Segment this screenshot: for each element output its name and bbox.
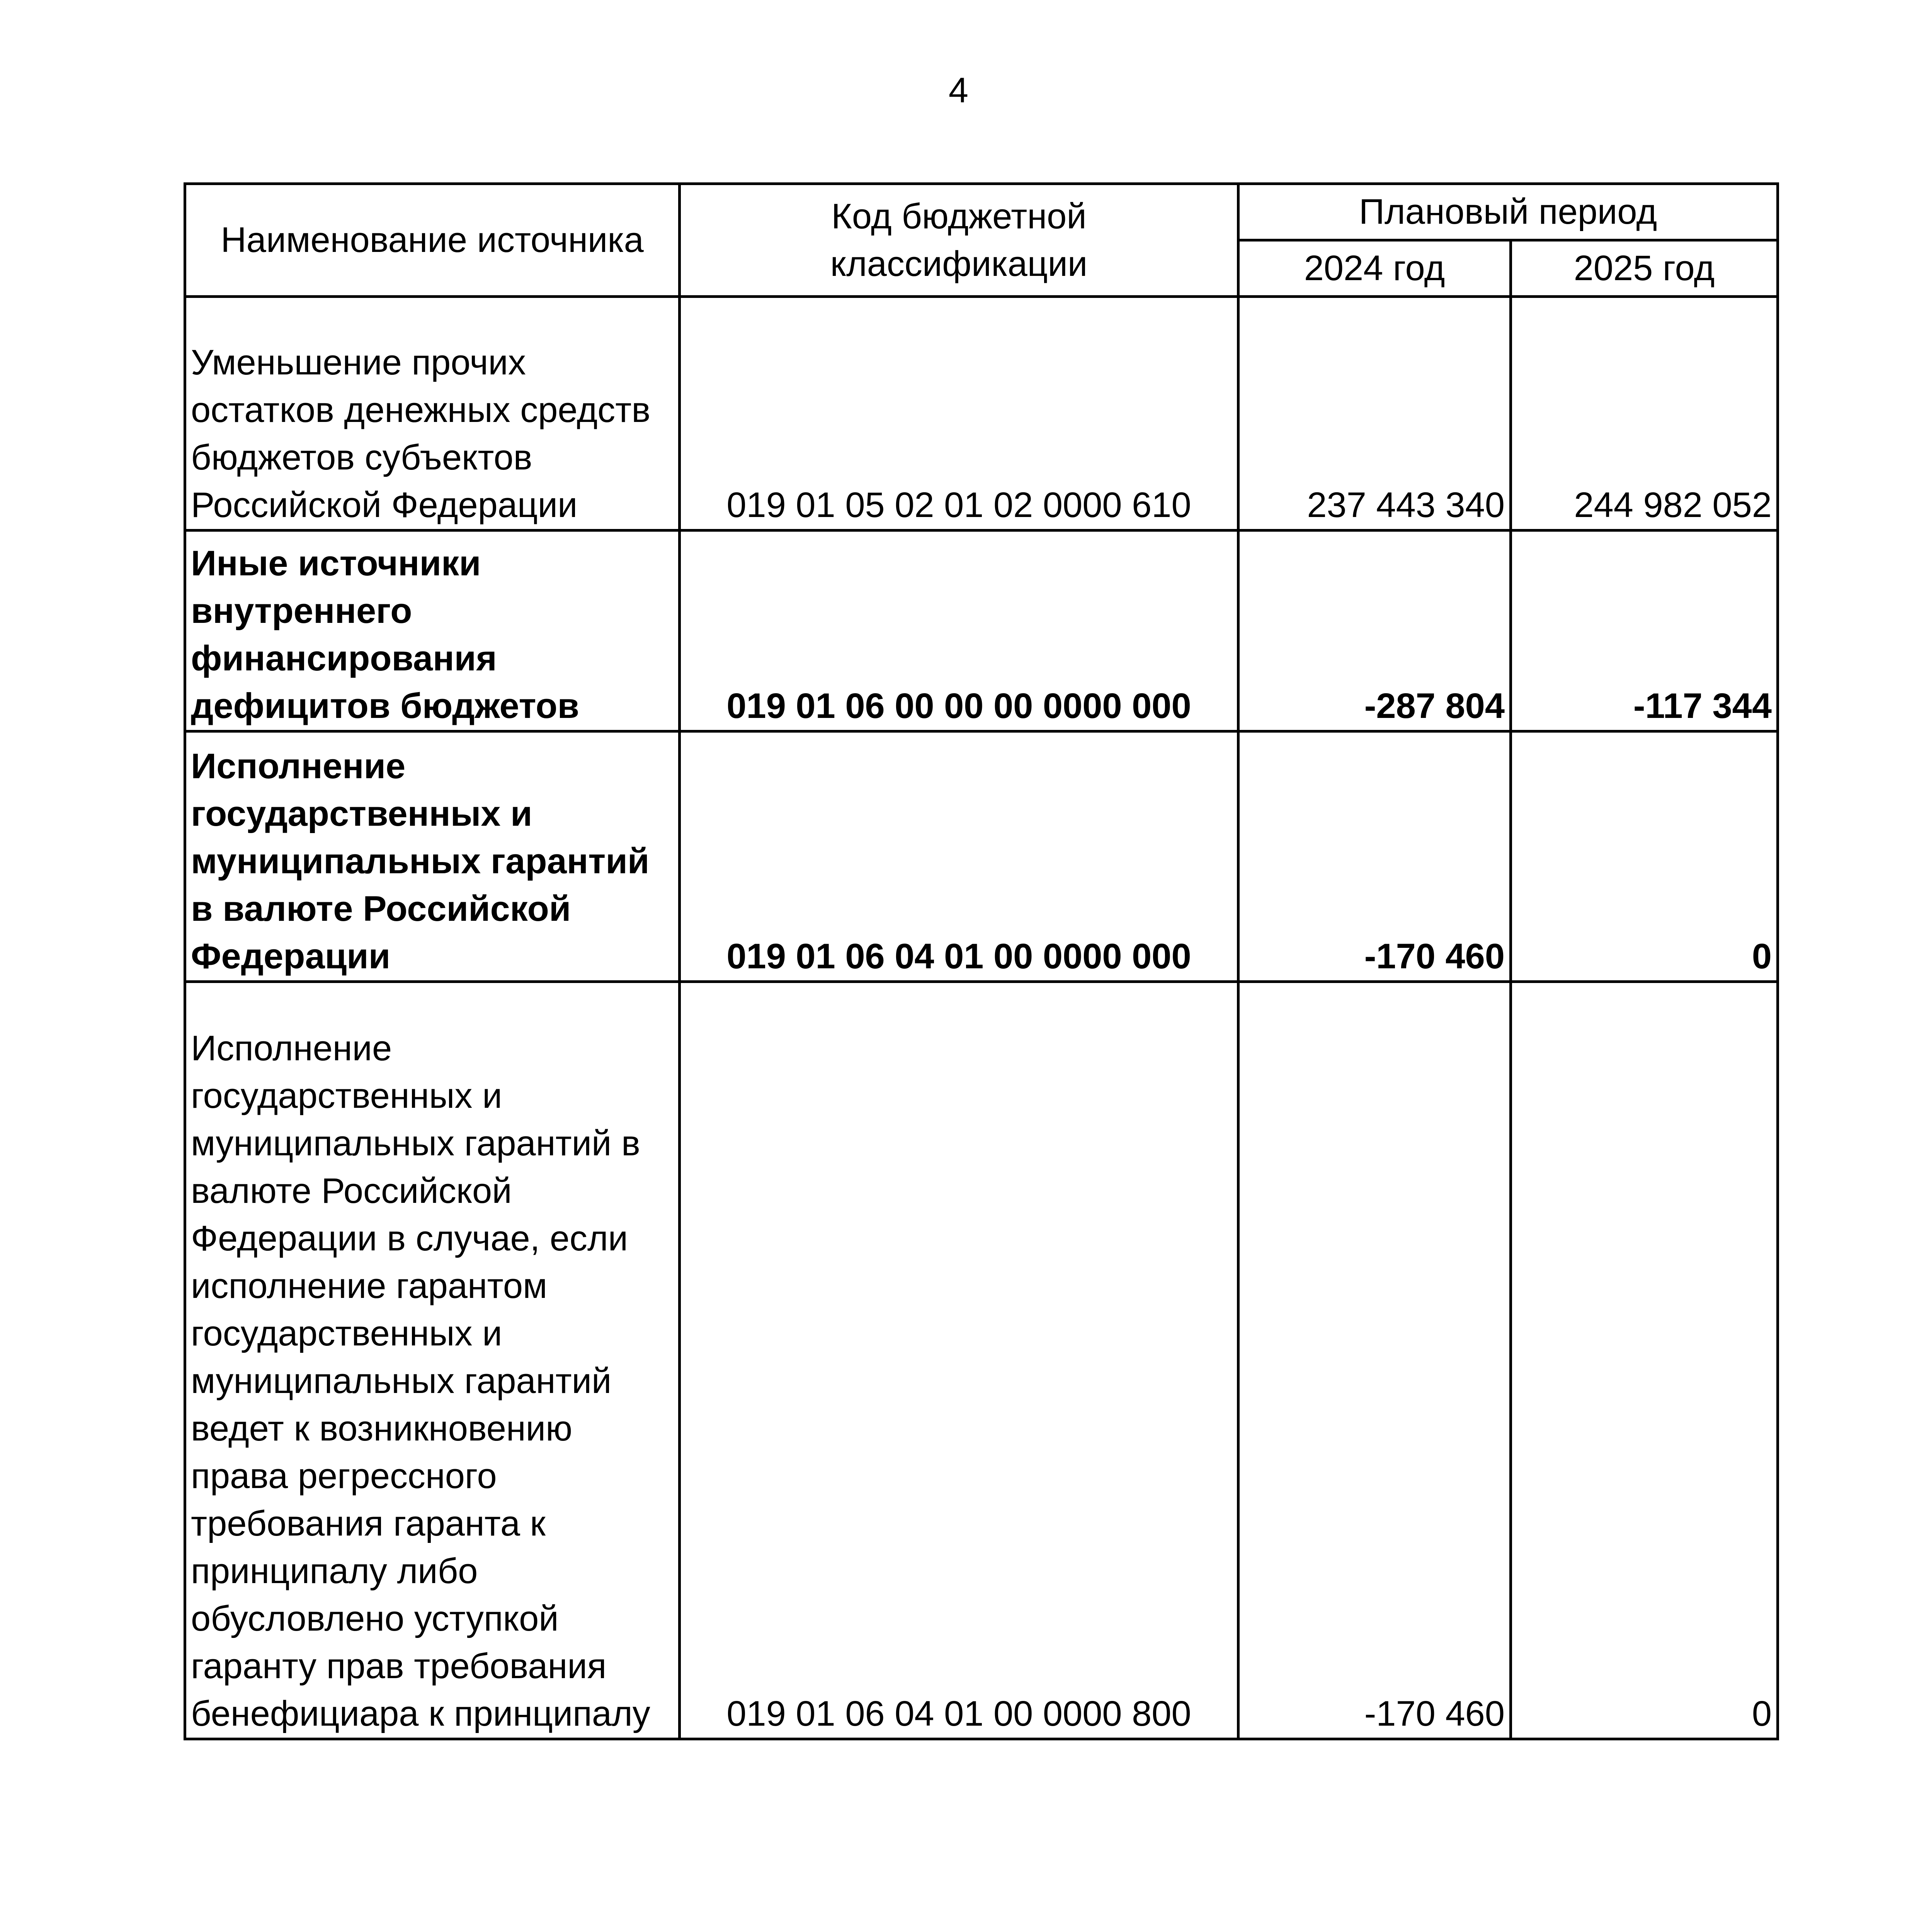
row-value-2024: -170 460 xyxy=(1238,982,1511,1739)
table-row xyxy=(185,531,1778,731)
header-year-2025: 2025 год xyxy=(1511,240,1778,297)
row-value-2024: 237 443 340 xyxy=(1238,297,1511,531)
row-value-2024: -287 804 xyxy=(1238,531,1511,731)
row-value-2024: -170 460 xyxy=(1238,731,1511,982)
table-row xyxy=(185,297,1778,531)
row-code: 019 01 05 02 01 02 0000 610 xyxy=(680,297,1238,531)
header-period: Плановый период xyxy=(1238,184,1778,240)
header-row xyxy=(185,184,1778,240)
row-value-2025: -117 344 xyxy=(1511,531,1778,731)
row-value-2025: 0 xyxy=(1511,731,1778,982)
budget-sources-table xyxy=(184,182,1779,1740)
row-value-2025: 0 xyxy=(1511,982,1778,1739)
header-year-2024: 2024 год xyxy=(1238,240,1511,297)
table-row xyxy=(185,731,1778,982)
page-number: 4 xyxy=(948,71,969,110)
row-value-2025: 244 982 052 xyxy=(1511,297,1778,531)
row-code: 019 01 06 04 01 00 0000 000 xyxy=(680,731,1238,982)
row-name: Исполнение государственных и муниципальных гарантий в валюте Российской Федерации xyxy=(185,731,680,982)
header-code: Код бюджетной классификации xyxy=(680,184,1238,297)
row-code: 019 01 06 04 01 00 0000 800 xyxy=(680,982,1238,1739)
header-name: Наименование источника xyxy=(185,184,680,297)
row-name: Уменьшение прочих остатков денежных средств бюджетов субъектов Российской Федерации xyxy=(185,297,680,531)
row-code: 019 01 06 00 00 00 0000 000 xyxy=(680,531,1238,731)
row-name: Исполнение государственных и муниципальных гарантий в валюте Российской Федерации в случае, если исполнение гарантом государственных и муниципальных гарантий ведет к возникновению права регрессного требования гаранта к принципалу либо обусловлено уступкой гаранту прав требования бенефициара к принципалу xyxy=(185,982,680,1739)
table-row xyxy=(185,982,1778,1739)
row-name: Иные источники внутреннего финансирования дефицитов бюджетов xyxy=(185,531,680,731)
